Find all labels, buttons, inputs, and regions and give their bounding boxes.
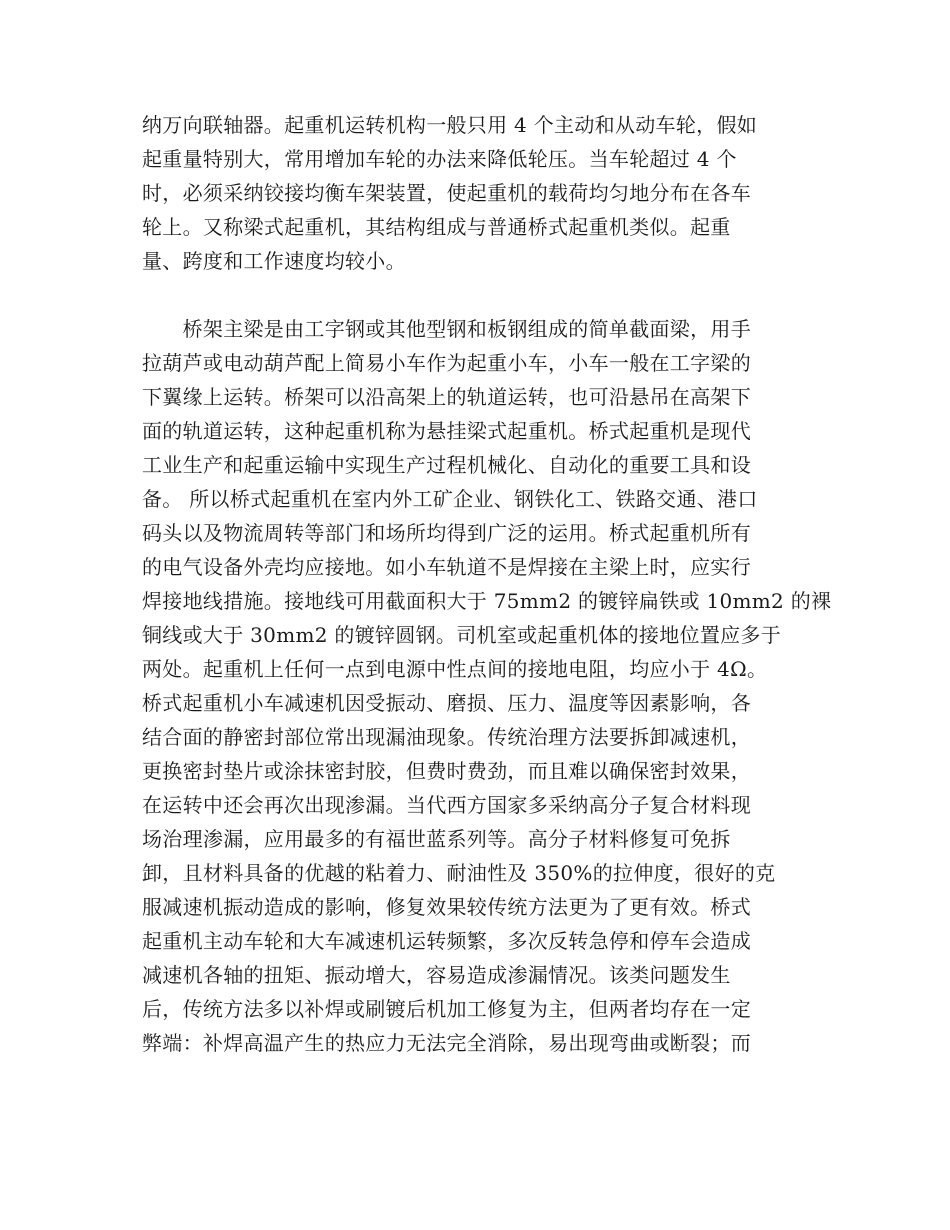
text-line: 结合面的静密封部位常出现漏油现象。传统治理方法要拆卸减速机，	[142, 725, 751, 749]
text-line: 场治理渗漏，应用最多的有福世蓝系列等。高分子材料修复可免拆	[142, 827, 731, 851]
paragraph-2	[142, 312, 832, 1060]
text-line: 桥式起重机小车减速机因受振动、磨损、压力、温度等因素影响，各	[142, 691, 751, 715]
text-line: 量、跨度和工作速度均较小。	[142, 249, 406, 273]
text-line: 铜线或大于 30mm2 的镀锌圆钢。司机室或起重机体的接地位置应多于	[142, 623, 782, 647]
text-line: 工业生产和起重运输中实现生产过程机械化、自动化的重要工具和设	[142, 453, 751, 477]
text-line: 轮上。又称梁式起重机，其结构组成与普通桥式起重机类似。起重	[142, 215, 731, 239]
text-line: 服减速机振动造成的影响，修复效果较传统方法更为了更有效。桥式	[142, 895, 751, 919]
text-line: 码头以及物流周转等部门和场所均得到广泛的运用。桥式起重机所有	[142, 521, 751, 545]
text-line: 桥架主梁是由工字钢或其他型钢和板钢组成的简单截面梁，用手	[142, 317, 751, 341]
text-line: 更换密封垫片或涂抹密封胶，但费时费劲，而且难以确保密封效果，	[142, 759, 751, 783]
text-line: 减速机各轴的扭矩、振动增大，容易造成渗漏情况。该类问题发生	[142, 963, 731, 987]
paragraph-1	[142, 108, 822, 278]
text-line: 后，传统方法多以补焊或刷镀后机加工修复为主，但两者均存在一定	[142, 997, 751, 1021]
text-line: 卸，且材料具备的优越的粘着力、耐油性及 350%的拉伸度，很好的克	[142, 861, 776, 885]
text-line: 起重量特别大，常用增加车轮的办法来降低轮压。当车轮超过 4 个	[142, 147, 737, 171]
text-line: 两处。起重机上任何一点到电源中性点间的接地电阻，均应小于 4Ω。	[142, 657, 768, 681]
text-line: 在运转中还会再次出现渗漏。当代西方国家多采纳高分子复合材料现	[142, 793, 751, 817]
text-line: 时，必须采纳铰接均衡车架装置，使起重机的载荷均匀地分布在各车	[142, 181, 751, 205]
text-line: 焊接地线措施。接地线可用截面积大于 75mm2 的镀锌扁铁或 10mm2 的裸	[142, 589, 832, 613]
text-line: 纳万向联轴器。起重机运转机构一般只用 4 个主动和从动车轮，假如	[142, 113, 758, 137]
text-line: 起重机主动车轮和大车减速机运转频繁，多次反转急停和停车会造成	[142, 929, 751, 953]
text-line: 的电气设备外壳均应接地。如小车轨道不是焊接在主梁上时，应实行	[142, 555, 751, 579]
text-line: 备。 所以桥式起重机在室内外工矿企业、钢铁化工、铁路交通、港口	[142, 487, 758, 511]
text-line: 面的轨道运转，这种起重机称为悬挂梁式起重机。桥式起重机是现代	[142, 419, 751, 443]
text-line: 弊端：补焊高温产生的热应力无法完全消除，易出现弯曲或断裂；而	[142, 1031, 751, 1055]
text-line: 拉葫芦或电动葫芦配上简易小车作为起重小车，小车一般在工字梁的	[142, 351, 751, 375]
text-line: 下翼缘上运转。桥架可以沿高架上的轨道运转，也可沿悬吊在高架下	[142, 385, 751, 409]
